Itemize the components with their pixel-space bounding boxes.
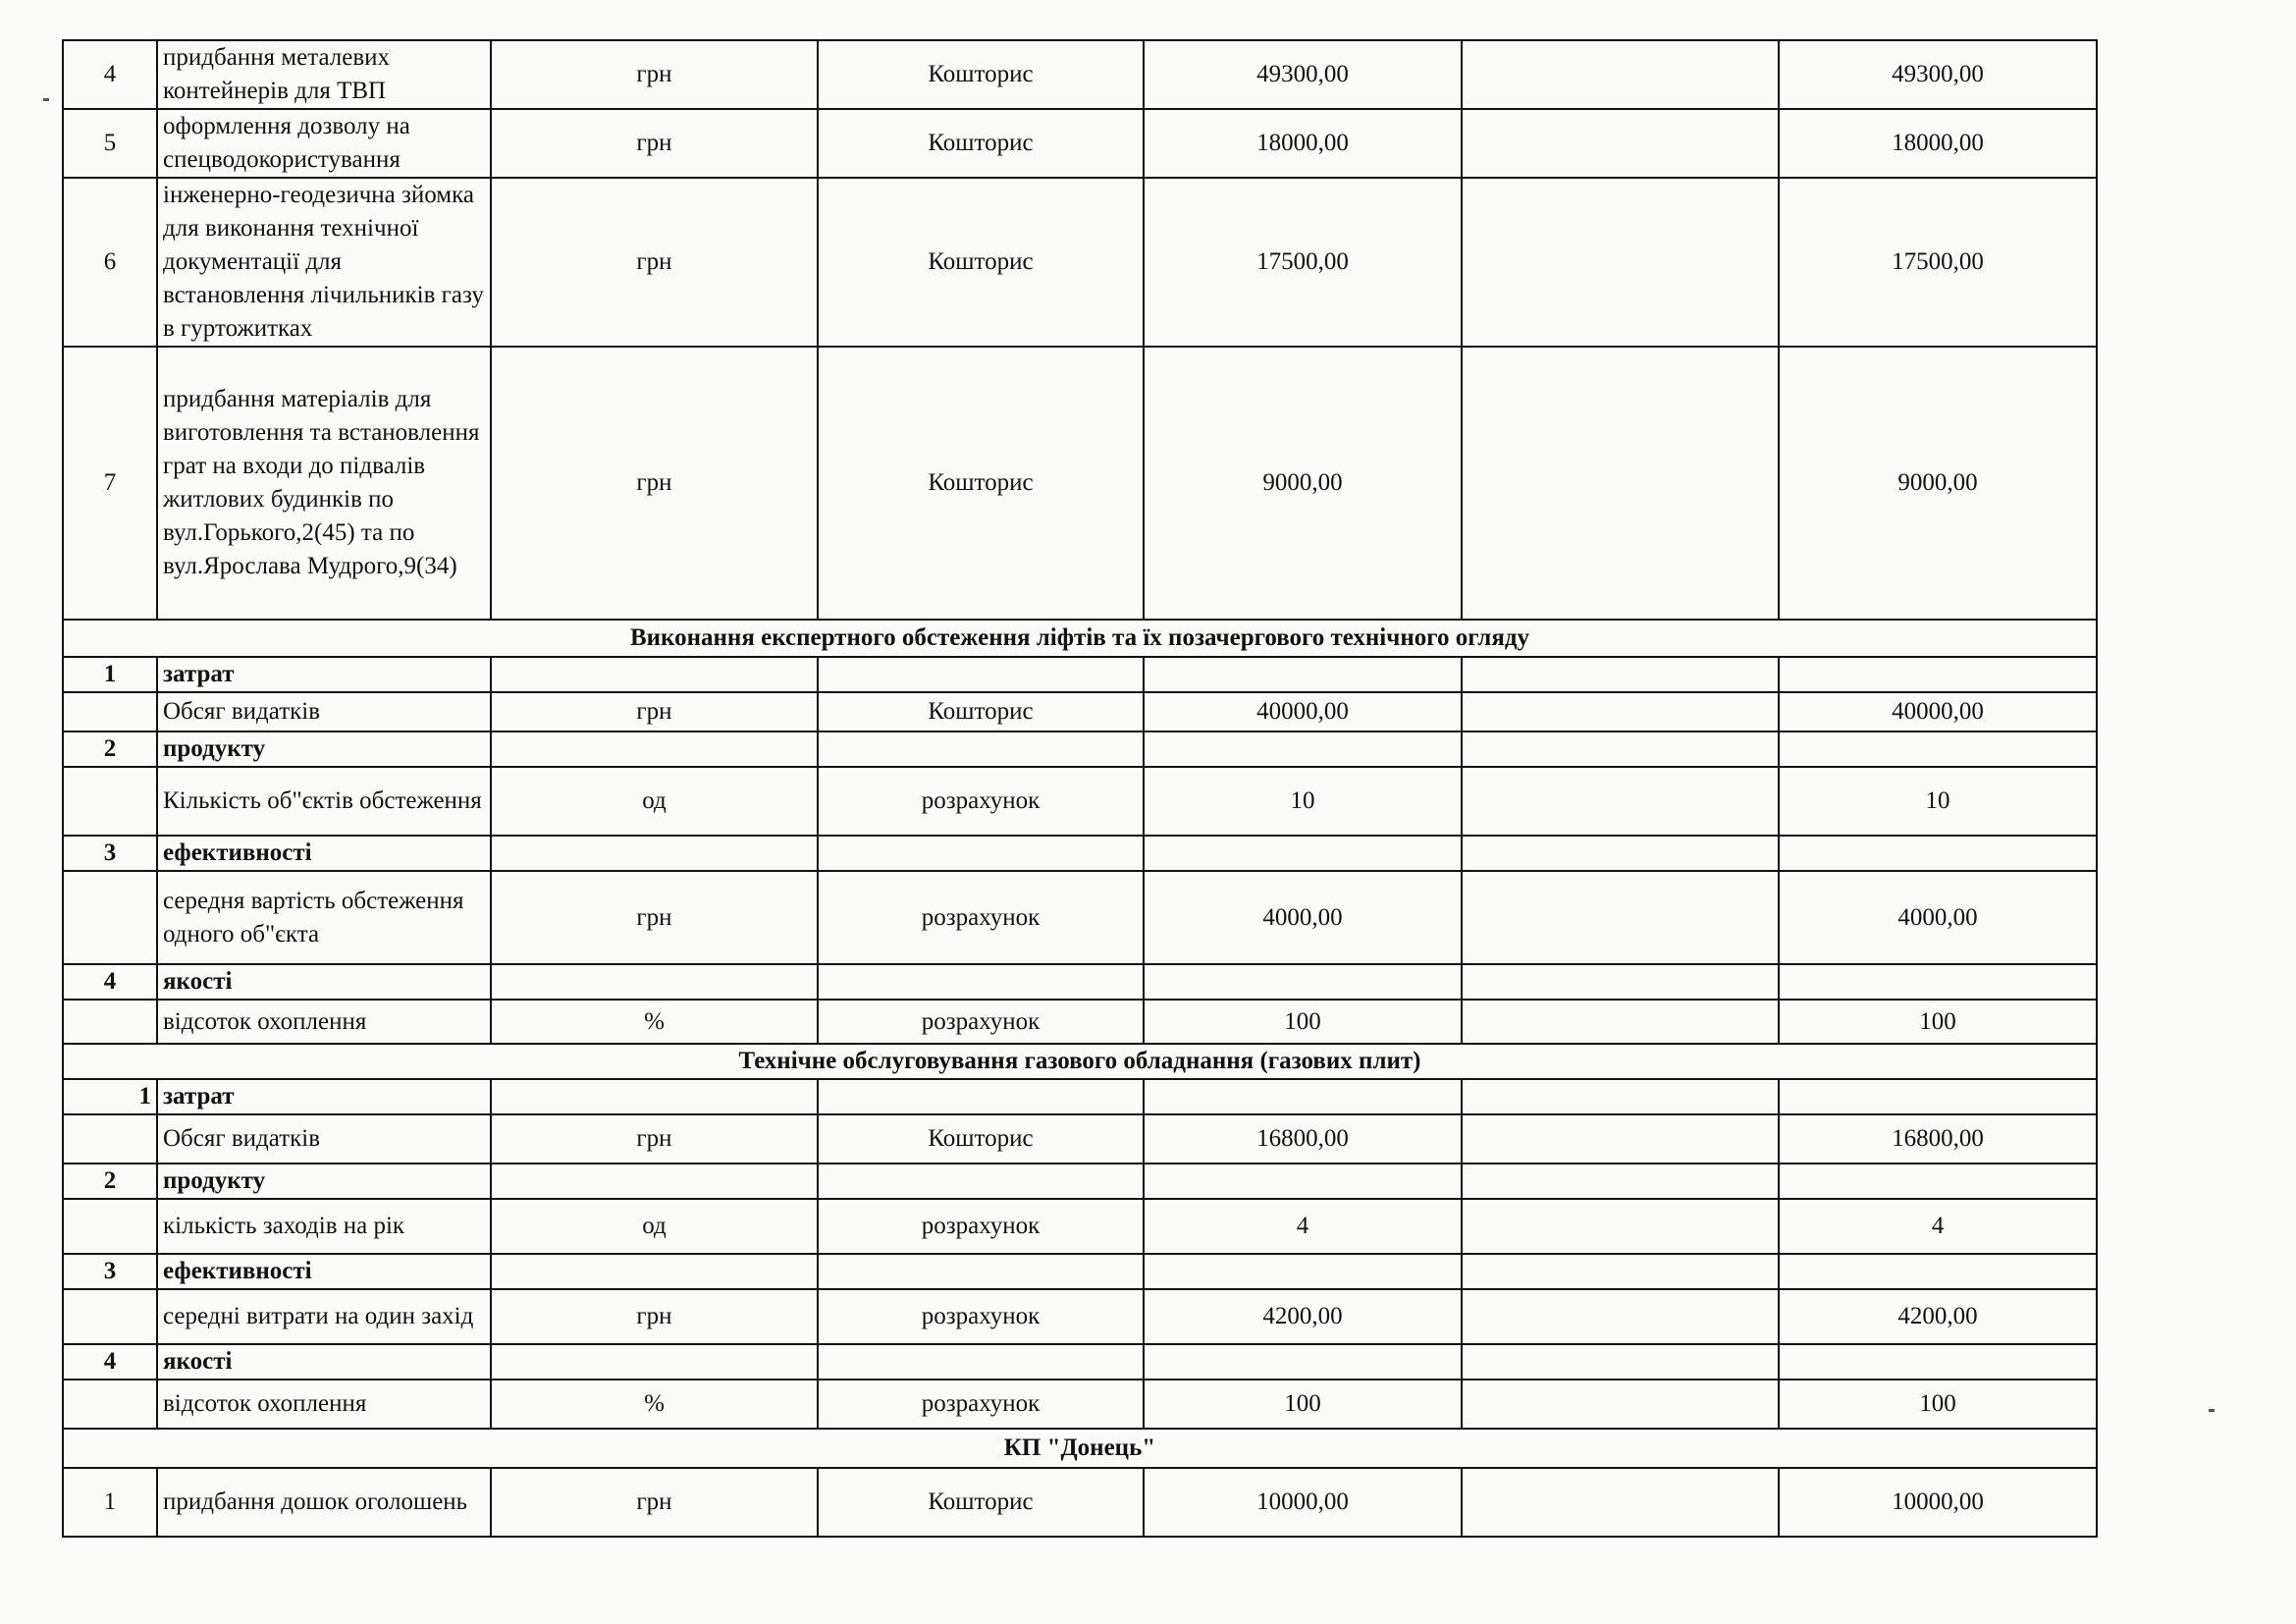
scan-speck [2209,1409,2215,1412]
source: Кошторис [818,178,1144,347]
row-number: 7 [63,347,157,620]
unit: % [491,1380,818,1429]
section-row [63,1044,2097,1079]
value-3: 16800,00 [1779,1114,2097,1164]
indicator-name: оформлення дозволу на спецводокористування [157,109,491,178]
unit: грн [491,871,818,964]
value-2 [1462,40,1779,109]
value-2 [1462,109,1779,178]
value-2 [1462,1000,1779,1044]
group-row [63,657,2097,692]
value-3: 40000,00 [1779,692,2097,731]
value-2 [1462,1289,1779,1344]
group-number: 1 [63,657,157,692]
source: Кошторис [818,1468,1144,1537]
value-1: 16800,00 [1144,1114,1462,1164]
value-1: 40000,00 [1144,692,1462,731]
unit: грн [491,1468,818,1537]
indicator-name: середні витрати на один захід [157,1289,491,1344]
group-number: 2 [63,731,157,767]
source: розрахунок [818,1380,1144,1429]
group-label: якості [157,964,491,1000]
value-2 [1462,1468,1779,1537]
value-3: 49300,00 [1779,40,2097,109]
value-2 [1462,767,1779,836]
table-row [63,1380,2097,1429]
table-row [63,178,2097,347]
value-1: 4 [1144,1199,1462,1254]
source: Кошторис [818,109,1144,178]
group-number: 3 [63,836,157,871]
table-row [63,40,2097,109]
value-1: 49300,00 [1144,40,1462,109]
group-row [63,1079,2097,1114]
value-2 [1462,178,1779,347]
group-label: ефективності [157,1254,491,1289]
table-row [63,767,2097,836]
value-3: 17500,00 [1779,178,2097,347]
group-row [63,731,2097,767]
group-label: затрат [157,1079,491,1114]
table-row [63,1468,2097,1537]
section-title-gas: Технічне обслуговування газового обладнання (газових плит) [63,1044,2097,1079]
value-3: 4000,00 [1779,871,2097,964]
group-label: продукту [157,1164,491,1199]
indicator-name: середня вартість обстеження одного об"єкта [157,871,491,964]
value-3: 4 [1779,1199,2097,1254]
indicator-name: Кількість об"єктів обстеження [157,767,491,836]
table-row [63,871,2097,964]
source: Кошторис [818,692,1144,731]
group-label: ефективності [157,836,491,871]
group-row [63,1254,2097,1289]
unit: грн [491,178,818,347]
value-3: 100 [1779,1380,2097,1429]
indicator-name: інженерно-геодезична зйомка для виконання технічної документації для встановлення лічильників газу в гуртожитках [157,178,491,347]
value-2 [1462,1380,1779,1429]
value-3: 4200,00 [1779,1289,2097,1344]
value-1: 18000,00 [1144,109,1462,178]
source: розрахунок [818,767,1144,836]
unit: грн [491,692,818,731]
value-3: 10 [1779,767,2097,836]
indicator-name: відсоток охоплення [157,1000,491,1044]
value-1: 4200,00 [1144,1289,1462,1344]
row-number: 1 [63,1468,157,1537]
source: розрахунок [818,1289,1144,1344]
source: Кошторис [818,347,1144,620]
table-row [63,347,2097,620]
group-number: 4 [63,1344,157,1380]
value-1: 100 [1144,1380,1462,1429]
unit: од [491,767,818,836]
value-3: 10000,00 [1779,1468,2097,1537]
source: розрахунок [818,871,1144,964]
unit: % [491,1000,818,1044]
unit: грн [491,347,818,620]
indicator-name: придбання металевих контейнерів для ТВП [157,40,491,109]
indicator-name: придбання матеріалів для виготовлення та встановлення грат на входи до підвалів житлових будинків по вул.Горького,2(45) та по вул.Ярослава Мудрого,9(34) [157,347,491,620]
section-row [63,1429,2097,1468]
group-row [63,836,2097,871]
value-1: 100 [1144,1000,1462,1044]
group-label: затрат [157,657,491,692]
table-row [63,1000,2097,1044]
group-number: 1 [63,1079,157,1114]
unit: грн [491,1289,818,1344]
source: розрахунок [818,1199,1144,1254]
source: Кошторис [818,40,1144,109]
source: розрахунок [818,1000,1144,1044]
scan-speck [43,98,49,101]
value-2 [1462,871,1779,964]
group-label: якості [157,1344,491,1380]
value-3: 18000,00 [1779,109,2097,178]
table-row [63,1199,2097,1254]
group-row [63,1344,2097,1380]
unit: од [491,1199,818,1254]
value-3: 9000,00 [1779,347,2097,620]
group-number: 4 [63,964,157,1000]
indicator-name: відсоток охоплення [157,1380,491,1429]
section-row [63,620,2097,657]
value-1: 10000,00 [1144,1468,1462,1537]
value-2 [1462,692,1779,731]
table-row [63,109,2097,178]
value-2 [1462,347,1779,620]
group-row [63,964,2097,1000]
value-1: 4000,00 [1144,871,1462,964]
indicators-table [62,39,2098,1538]
unit: грн [491,1114,818,1164]
row-number: 6 [63,178,157,347]
value-2 [1462,1199,1779,1254]
section-title-lifts: Виконання експертного обстеження ліфтів та їх позачергового технічного огляду [63,620,2097,657]
table-row [63,692,2097,731]
row-number: 5 [63,109,157,178]
value-1: 10 [1144,767,1462,836]
table-row [63,1289,2097,1344]
row-number: 4 [63,40,157,109]
table-row [63,1114,2097,1164]
group-row [63,1164,2097,1199]
source: Кошторис [818,1114,1144,1164]
group-number: 3 [63,1254,157,1289]
value-3: 100 [1779,1000,2097,1044]
indicator-name: Обсяг видатків [157,1114,491,1164]
indicator-name: кількість заходів на рік [157,1199,491,1254]
unit: грн [491,109,818,178]
value-1: 9000,00 [1144,347,1462,620]
unit: грн [491,40,818,109]
section-title-donets: КП "Донець" [63,1429,2097,1468]
value-2 [1462,1114,1779,1164]
indicator-name: Обсяг видатків [157,692,491,731]
value-1: 17500,00 [1144,178,1462,347]
group-label: продукту [157,731,491,767]
group-number: 2 [63,1164,157,1199]
indicator-name: придбання дошок оголошень [157,1468,491,1537]
